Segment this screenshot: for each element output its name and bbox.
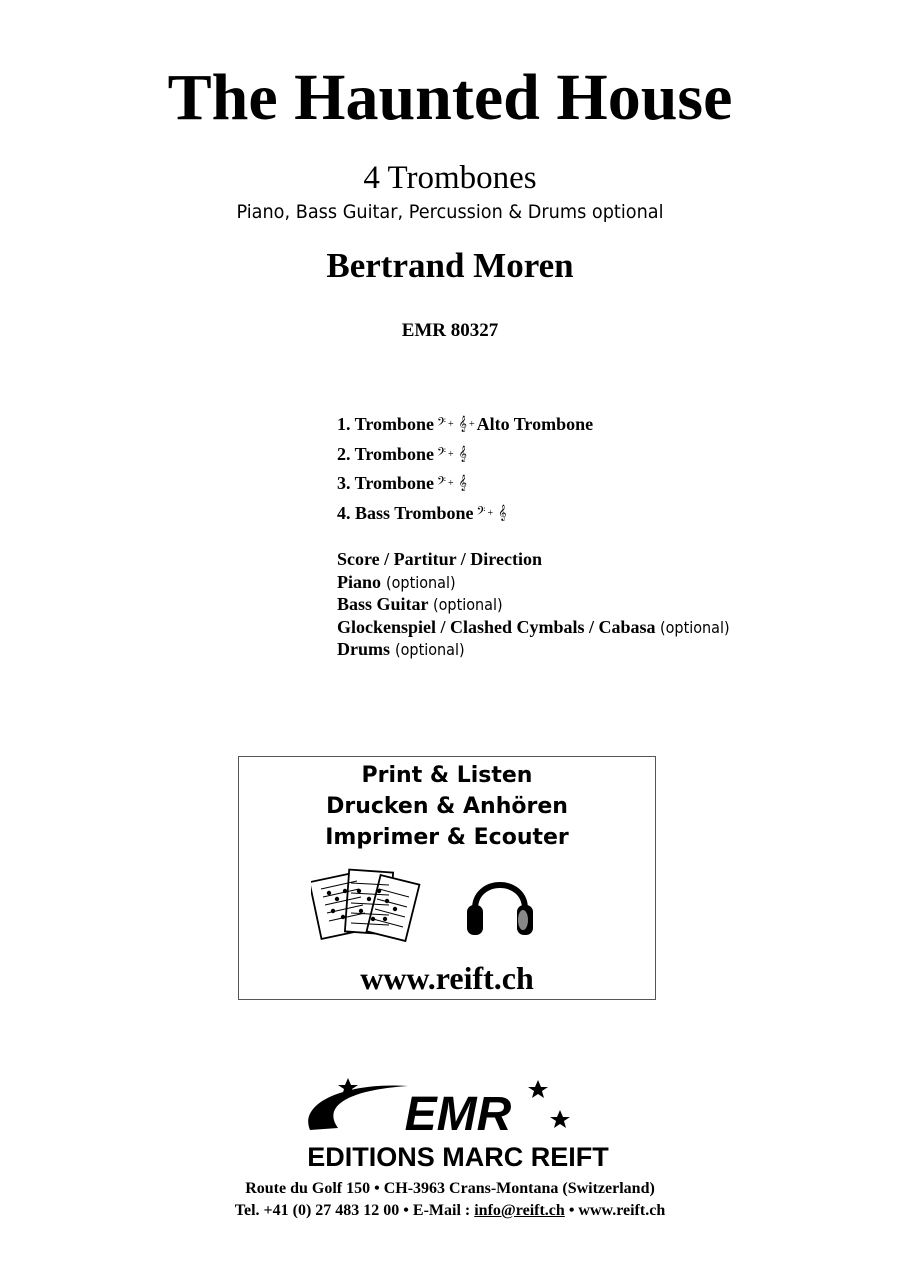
publisher-name: EDITIONS MARC REIFT — [307, 1142, 609, 1172]
clef-plus: + — [487, 507, 494, 519]
extra-item — [337, 548, 737, 571]
clef-plus: + — [448, 419, 454, 430]
print-listen-de: Drucken & Anhören — [326, 794, 568, 819]
publisher-contact-line — [0, 1200, 900, 1222]
extra-name: Score / Partitur / Direction — [337, 549, 542, 569]
part-label: 2. Trombone — [337, 443, 435, 464]
bass-clef-icon: 𝄢 — [437, 416, 447, 432]
piece-title: The Haunted House — [167, 61, 733, 134]
publisher-contact — [0, 1178, 900, 1222]
part-label: 1. Trombone — [337, 414, 435, 434]
extra-note: (optional) — [394, 640, 465, 659]
optional-instruments: Piano, Bass Guitar, Percussion & Drums optional — [236, 201, 664, 223]
parts-list — [337, 410, 593, 528]
part-label: 3. Trombone — [337, 473, 435, 493]
extra-name: Glockenspiel / Clashed Cymbals / Cabasa — [337, 616, 656, 637]
headphones-icon — [465, 865, 535, 943]
publisher-web[interactable]: • www.reift.ch — [568, 1202, 666, 1219]
treble-clef-icon: 𝄞 — [458, 475, 467, 491]
logo-mark-text: EMR — [404, 1088, 512, 1141]
treble-clef-icon: 𝄞 — [458, 416, 467, 432]
extra-item — [337, 638, 737, 661]
extra-note: (optional) — [385, 572, 456, 592]
part-item — [337, 440, 593, 470]
extra-note: (optional) — [433, 595, 503, 614]
bass-clef-icon: 𝄢 — [437, 445, 447, 462]
instrumentation: 4 Trombones — [363, 160, 537, 196]
print-listen-box — [238, 756, 656, 1000]
extra-item — [337, 571, 737, 594]
bass-clef-icon: 𝄢 — [476, 504, 486, 521]
part-item — [337, 469, 593, 499]
extra-name: Piano — [337, 571, 382, 592]
publisher-tel: Tel. +41 (0) 27 483 12 00 • E-Mail : — [234, 1202, 471, 1219]
bass-clef-icon: 𝄢 — [437, 475, 447, 491]
part-item — [337, 410, 593, 440]
part-item — [337, 499, 593, 529]
clef-plus: + — [448, 478, 454, 489]
print-listen-en: Print & Listen — [361, 763, 533, 788]
extra-name: Drums — [337, 639, 390, 659]
publisher-email-link[interactable]: info@reift.ch — [474, 1202, 565, 1219]
print-listen-url[interactable]: www.reift.ch — [360, 960, 534, 996]
sheet-music-icon — [311, 863, 421, 943]
clef-plus: + — [448, 448, 454, 460]
treble-clef-icon: 𝄞 — [498, 504, 507, 521]
part-label: 4. Bass Trombone — [337, 502, 474, 523]
catalog-number: EMR 80327 — [401, 320, 499, 341]
treble-clef-icon: 𝄞 — [458, 445, 467, 462]
extra-item — [337, 616, 737, 639]
extras-list — [337, 548, 737, 661]
composer-name: Bertrand Moren — [326, 246, 574, 285]
extra-name: Bass Guitar — [337, 594, 429, 614]
part-extra: Alto Trombone — [476, 414, 594, 434]
publisher-address: Route du Golf 150 • CH-3963 Crans-Montana (Switzerland) — [245, 1180, 655, 1197]
extra-item — [337, 593, 737, 616]
emr-logo — [238, 1072, 678, 1172]
extra-note: (optional) — [660, 617, 730, 637]
clef-plus: + — [468, 419, 475, 430]
print-listen-fr: Imprimer & Ecouter — [325, 825, 569, 850]
